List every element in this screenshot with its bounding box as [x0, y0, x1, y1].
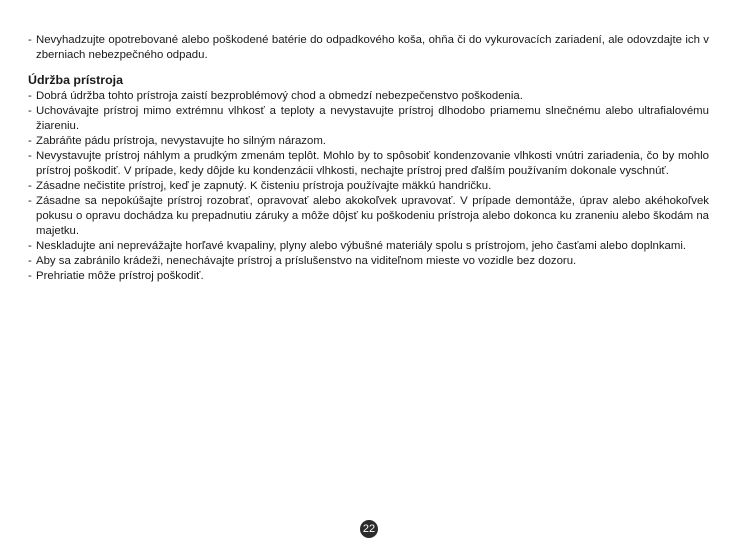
list-item-text: Uchovávajte prístroj mimo extrémnu vlhkosť a teploty a nevystavujte prístroj dlhodobo priamemu slnečnému alebo ultrafialovému žiareniu. [36, 105, 709, 132]
list-item [28, 33, 709, 63]
bullet-dash: - [28, 90, 32, 102]
list-item [28, 254, 709, 269]
list-item [28, 194, 709, 239]
list-item-text: Zabráňte pádu prístroja, nevystavujte ho silným nárazom. [36, 135, 326, 147]
bullet-dash: - [28, 180, 32, 192]
list-item [28, 104, 709, 134]
bullet-dash: - [28, 240, 32, 252]
list-item-text: Nevyhadzujte opotrebované alebo poškodené batérie do odpadkového koša, ohňa či do vykurovacích zariadení, ale odovzdajte ich v zberniach nebezpečného odpadu. [36, 34, 709, 61]
list-item-text: Zásadne nečistite prístroj, keď je zapnutý. K čisteniu prístroja používajte mäkkú handričku. [36, 180, 492, 192]
list-item [28, 134, 709, 149]
bullet-dash: - [28, 150, 32, 162]
list-item [28, 179, 709, 194]
list-item [28, 269, 709, 284]
section-heading: Údržba prístroja [28, 73, 124, 87]
bullet-dash: - [28, 34, 32, 46]
bullet-dash: - [28, 195, 32, 207]
list-item-text: Aby sa zabránilo krádeži, nenechávajte prístroj a príslušenstvo na viditeľnom mieste vo vozidle bez dozoru. [36, 255, 577, 267]
list-item [28, 239, 709, 254]
bullet-dash: - [28, 255, 32, 267]
list-item-text: Dobrá údržba tohto prístroja zaistí bezproblémový chod a obmedzí nebezpečenstvo poškodenia. [36, 90, 523, 102]
list-item [28, 89, 709, 104]
bullet-dash: - [28, 105, 32, 117]
list-item-text: Prehriatie môže prístroj poškodiť. [36, 270, 204, 282]
manual-page [28, 33, 709, 284]
list-item-text: Zásadne sa nepokúšajte prístroj rozobrať, opravovať alebo akokoľvek upravovať. V prípade demontáže, úprav alebo akéhokoľvek pokusu o opravu dochádza ku prepadnutiu záruky a môže dôjsť ku poškodeniu prístroja alebo dokonca ku zraneniu alebo škodám na majetku. [36, 195, 709, 237]
page-number-badge: 22 [360, 520, 378, 538]
list-item-text: Neskladujte ani neprevážajte horľavé kvapaliny, plyny alebo výbušné materiály spolu s prístrojom, jeho časťami alebo doplnkami. [36, 240, 687, 252]
list-item [28, 149, 709, 179]
bullet-dash: - [28, 135, 32, 147]
bullet-dash: - [28, 270, 32, 282]
list-item-text: Nevystavujte prístroj náhlym a prudkým zmenám teplôt. Mohlo by to spôsobiť kondenzovanie vlhkosti vnútri zariadenia, čo by mohlo prístroj poškodiť. V prípade, kedy dôjde ku kondenzácii vlhkosti, nechajte prístroj pred ďalším používaním dokonale vyschnúť. [36, 150, 709, 177]
